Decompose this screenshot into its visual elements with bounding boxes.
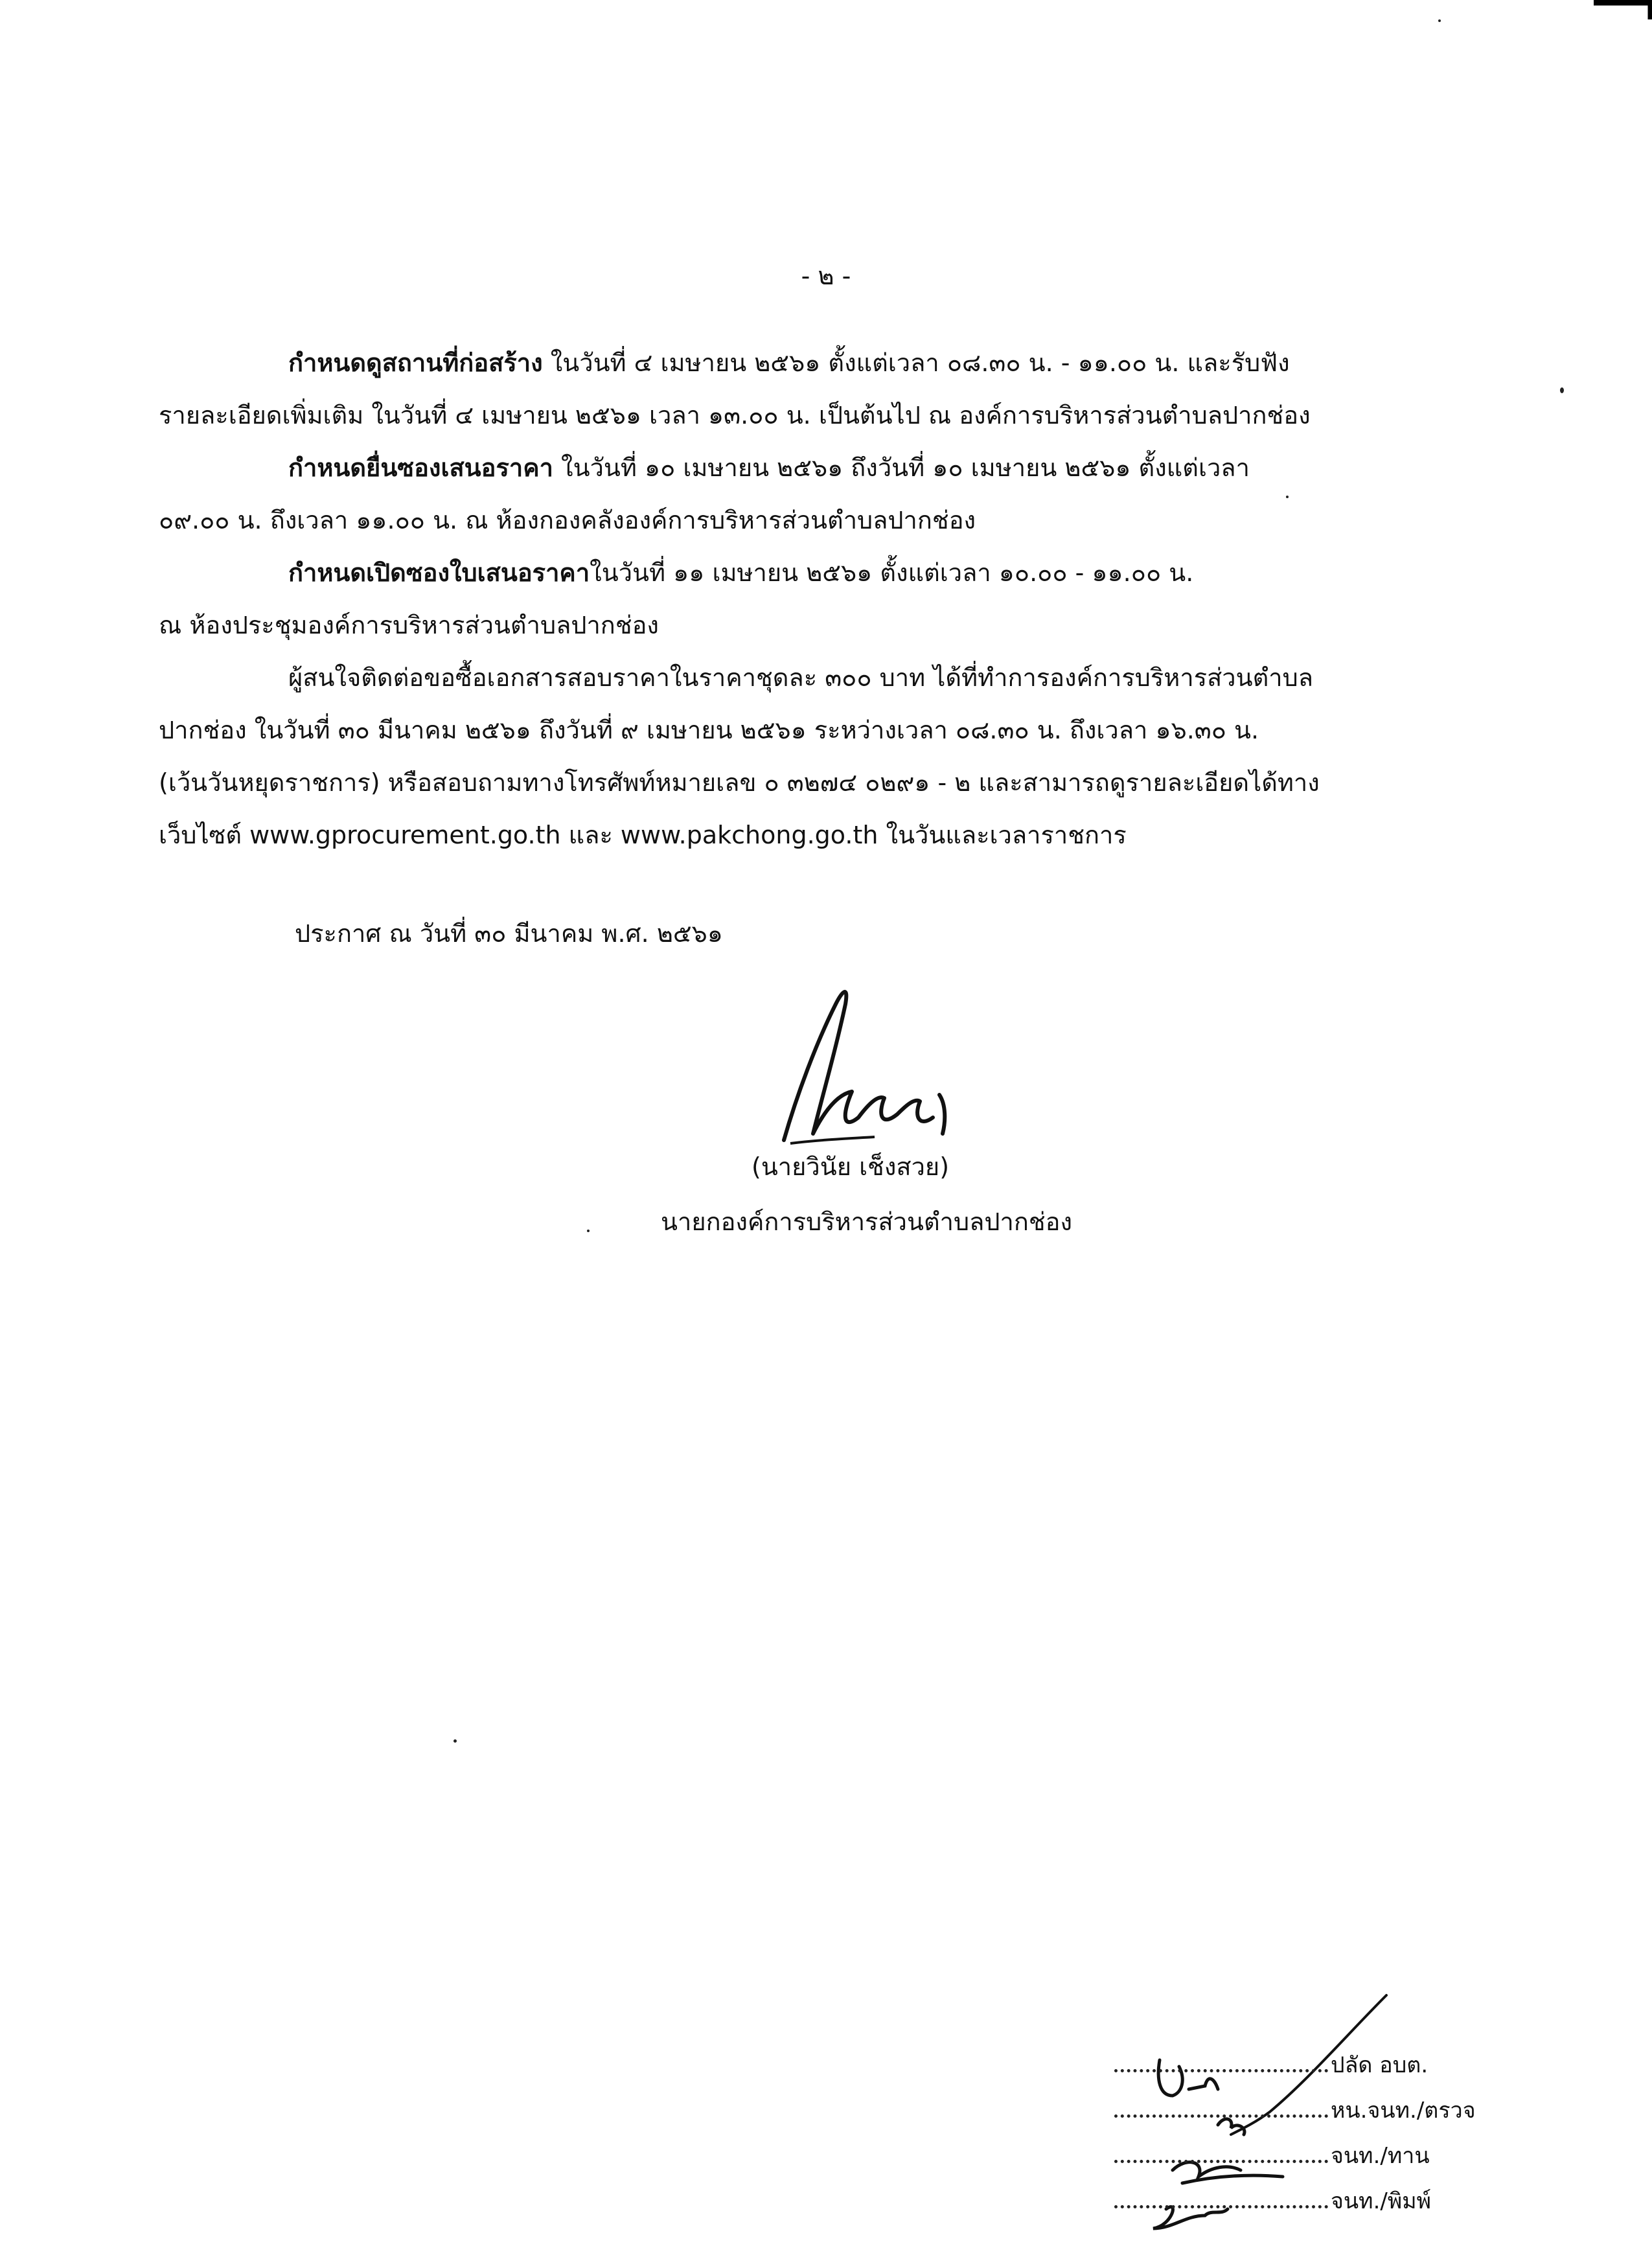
dotted-line (1114, 2069, 1328, 2072)
signer-title: นายกองค์การบริหารส่วนตำบลปากช่อง (661, 1208, 1073, 1236)
paragraph-submit-bid (159, 442, 1428, 547)
site-visit-line1: ในวันที่ ๔ เมษายน ๒๕๖๑ ตั้งแต่เวลา ๐๘.๓๐ น. - ๑๑.๐๐ น. และรับฟัง (542, 349, 1290, 377)
approval-role: จนท./ทาน (1331, 2143, 1430, 2169)
submit-bid-line2: ๐๙.๐๐ น. ถึงเวลา ๑๑.๐๐ น. ณ ห้องกองคลังองค์การบริหารส่วนตำบลปากช่อง (159, 506, 976, 534)
purchase-line1: ผู้สนใจติดต่อขอซื้อเอกสารสอบราคาในราคาชุดละ ๓๐๐ บาท ได้ที่ทำการองค์การบริหารส่วนตำบล (288, 663, 1314, 692)
approval-row (1114, 2183, 1568, 2228)
announcement-date: ประกาศ ณ วันที่ ๓๐ มีนาคม พ.ศ. ๒๕๖๑ (295, 919, 723, 948)
purchase-line4: เว็บไซต์ www.gprocurement.go.th และ www.pakchong.go.th ในวันและเวลาราชการ (159, 821, 1127, 849)
dotted-line (1114, 2114, 1328, 2118)
paragraph-open-bid (159, 547, 1428, 652)
purchase-line2: ปากช่อง ในวันที่ ๓๐ มีนาคม ๒๕๖๑ ถึงวันที่ ๙ เมษายน ๒๕๖๑ ระหว่างเวลา ๐๘.๓๐ น. ถึงเวลา ๑๖.๓๐ น. (159, 716, 1259, 744)
paragraph-site-visit (159, 337, 1428, 442)
approval-role: จนท./พิมพ์ (1331, 2188, 1432, 2214)
open-bid-heading: กำหนดเปิดซองใบเสนอราคา (288, 558, 590, 587)
site-visit-line2: รายละเอียดเพิ่มเติม ในวันที่ ๔ เมษายน ๒๕๖๑ เวลา ๑๓.๐๐ น. เป็นต้นไป ณ องค์การบริหารส่วนตำบลปากช่อง (159, 401, 1311, 430)
approval-row (1114, 2092, 1568, 2138)
approval-row (1114, 2047, 1568, 2092)
scan-speck (1560, 387, 1564, 393)
approval-role: ปลัด อบต. (1331, 2052, 1428, 2078)
signer-name: (นายวินัย เช็งสวย) (751, 1152, 950, 1181)
purchase-line3: (เว้นวันหยุดราชการ) หรือสอบถามทางโทรศัพท์หมายเลข ๐ ๓๒๗๔ ๐๒๙๑ - ๒ และสามารถดูรายละเอียดได้ทาง (159, 768, 1320, 797)
open-bid-line1: ในวันที่ ๑๑ เมษายน ๒๕๖๑ ตั้งแต่เวลา ๑๐.๐๐ - ๑๑.๐๐ น. (590, 558, 1194, 587)
open-bid-line2: ณ ห้องประชุมองค์การบริหารส่วนตำบลปากช่อง (159, 611, 659, 639)
paragraph-purchase (159, 652, 1428, 862)
signature (745, 965, 1263, 1160)
scan-speck (1438, 19, 1441, 22)
scan-speck (453, 1739, 457, 1743)
submit-bid-heading: กำหนดยื่นซองเสนอราคา (288, 453, 553, 482)
approval-row (1114, 2138, 1568, 2183)
submit-bid-line1: ในวันที่ ๑๐ เมษายน ๒๕๖๑ ถึงวันที่ ๑๐ เมษายน ๒๕๖๑ ตั้งแต่เวลา (553, 453, 1250, 482)
dotted-line (1114, 2160, 1328, 2163)
scan-speck (1286, 496, 1289, 498)
site-visit-heading: กำหนดดูสถานที่ก่อสร้าง (288, 349, 543, 377)
corner-mark (1594, 0, 1652, 19)
dotted-line (1114, 2205, 1328, 2208)
approval-role: หน.จนท./ตรวจ (1331, 2098, 1476, 2124)
scan-speck (587, 1230, 590, 1232)
page-number: - ๒ - (801, 262, 851, 290)
